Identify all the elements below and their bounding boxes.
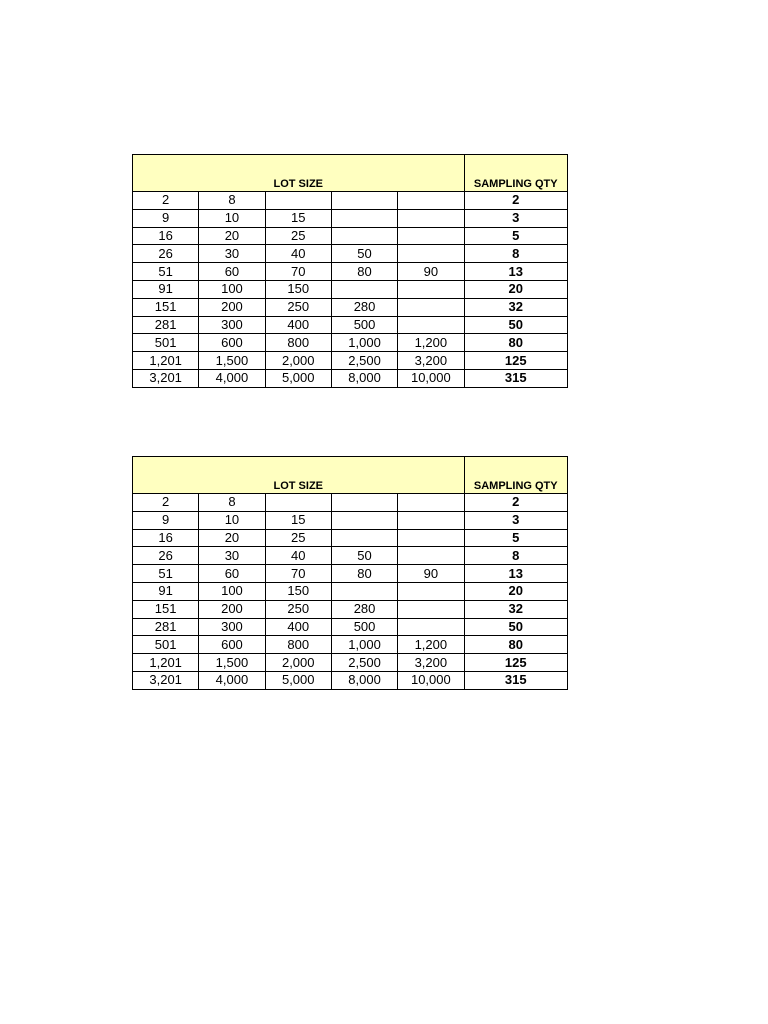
lot-size-cell — [398, 582, 464, 600]
lot-size-cell: 26 — [133, 245, 199, 263]
lot-size-cell: 200 — [199, 600, 265, 618]
lot-size-cell: 1,500 — [199, 654, 265, 672]
lot-size-cell — [398, 192, 464, 210]
lot-size-cell: 2,000 — [265, 352, 331, 370]
lot-size-cell: 200 — [199, 298, 265, 316]
lot-size-cell: 51 — [133, 565, 199, 583]
lot-size-cell: 151 — [133, 298, 199, 316]
lot-size-cell — [398, 227, 464, 245]
lot-size-cell: 3,201 — [133, 671, 199, 689]
lot-size-cell — [331, 280, 397, 298]
sampling-qty-cell: 32 — [464, 298, 567, 316]
lot-size-cell: 3,200 — [398, 654, 464, 672]
lot-size-cell: 800 — [265, 334, 331, 352]
sampling-qty-cell: 80 — [464, 636, 567, 654]
lot-size-cell: 400 — [265, 316, 331, 334]
lot-size-cell: 500 — [331, 316, 397, 334]
table-row — [133, 192, 568, 210]
sampling-qty-cell: 8 — [464, 245, 567, 263]
sampling-qty-cell: 5 — [464, 227, 567, 245]
lot-size-cell: 15 — [265, 511, 331, 529]
lot-size-cell: 90 — [398, 565, 464, 583]
lot-size-cell: 300 — [199, 618, 265, 636]
lot-size-cell: 5,000 — [265, 369, 331, 387]
table-row — [133, 280, 568, 298]
lot-size-cell: 2,500 — [331, 352, 397, 370]
lot-size-cell — [398, 245, 464, 263]
lot-size-cell: 10 — [199, 209, 265, 227]
lot-size-cell: 100 — [199, 280, 265, 298]
lot-size-header: LOT SIZE — [133, 155, 465, 192]
table-row — [133, 511, 568, 529]
table-row — [133, 227, 568, 245]
table-row — [133, 334, 568, 352]
sampling-qty-cell: 20 — [464, 582, 567, 600]
lot-size-cell: 50 — [331, 547, 397, 565]
lot-size-cell: 70 — [265, 263, 331, 281]
lot-size-cell: 20 — [199, 529, 265, 547]
lot-size-cell: 1,000 — [331, 334, 397, 352]
sampling-qty-cell: 3 — [464, 511, 567, 529]
lot-size-cell: 151 — [133, 600, 199, 618]
lot-size-cell — [331, 582, 397, 600]
lot-size-cell: 80 — [331, 263, 397, 281]
table-row — [133, 582, 568, 600]
lot-size-cell: 1,500 — [199, 352, 265, 370]
lot-size-cell: 2 — [133, 494, 199, 512]
lot-size-cell — [398, 618, 464, 636]
sampling-qty-cell: 50 — [464, 618, 567, 636]
lot-size-cell — [398, 494, 464, 512]
lot-size-cell — [398, 298, 464, 316]
lot-size-cell: 281 — [133, 316, 199, 334]
lot-size-cell: 16 — [133, 227, 199, 245]
lot-size-cell: 100 — [199, 582, 265, 600]
lot-size-cell: 600 — [199, 334, 265, 352]
lot-size-cell — [398, 547, 464, 565]
sampling-qty-cell: 5 — [464, 529, 567, 547]
lot-size-cell: 91 — [133, 582, 199, 600]
sampling-table-1 — [132, 154, 568, 388]
sampling-qty-cell: 2 — [464, 192, 567, 210]
lot-size-cell: 400 — [265, 618, 331, 636]
lot-size-cell: 2,000 — [265, 654, 331, 672]
sampling-qty-cell: 8 — [464, 547, 567, 565]
lot-size-cell: 5,000 — [265, 671, 331, 689]
lot-size-cell: 2,500 — [331, 654, 397, 672]
table-row — [133, 298, 568, 316]
lot-size-cell: 50 — [331, 245, 397, 263]
table-row — [133, 671, 568, 689]
lot-size-cell: 20 — [199, 227, 265, 245]
table-row — [133, 565, 568, 583]
table-row — [133, 654, 568, 672]
lot-size-cell: 8,000 — [331, 369, 397, 387]
table-header-row — [133, 457, 568, 494]
sampling-table-2 — [132, 456, 568, 690]
sampling-qty-cell: 20 — [464, 280, 567, 298]
lot-size-cell: 280 — [331, 600, 397, 618]
lot-size-cell — [398, 209, 464, 227]
lot-size-cell — [398, 280, 464, 298]
lot-size-cell — [331, 511, 397, 529]
table-row — [133, 263, 568, 281]
sampling-qty-header: SAMPLING QTY — [464, 155, 567, 192]
lot-size-cell: 1,000 — [331, 636, 397, 654]
table-row — [133, 636, 568, 654]
lot-size-cell: 80 — [331, 565, 397, 583]
table-header-row — [133, 155, 568, 192]
lot-size-cell: 2 — [133, 192, 199, 210]
lot-size-cell: 150 — [265, 582, 331, 600]
lot-size-cell: 501 — [133, 334, 199, 352]
table-row — [133, 209, 568, 227]
lot-size-cell: 280 — [331, 298, 397, 316]
lot-size-cell: 16 — [133, 529, 199, 547]
lot-size-cell: 10 — [199, 511, 265, 529]
table-row — [133, 369, 568, 387]
lot-size-cell — [398, 316, 464, 334]
sampling-qty-cell: 315 — [464, 671, 567, 689]
lot-size-cell: 60 — [199, 263, 265, 281]
lot-size-cell: 40 — [265, 547, 331, 565]
lot-size-cell: 91 — [133, 280, 199, 298]
sampling-qty-cell: 125 — [464, 352, 567, 370]
lot-size-cell: 1,200 — [398, 636, 464, 654]
table-row — [133, 494, 568, 512]
sampling-qty-cell: 315 — [464, 369, 567, 387]
lot-size-cell: 1,201 — [133, 352, 199, 370]
lot-size-cell: 300 — [199, 316, 265, 334]
lot-size-cell — [331, 192, 397, 210]
lot-size-cell: 60 — [199, 565, 265, 583]
lot-size-cell: 40 — [265, 245, 331, 263]
lot-size-cell: 1,200 — [398, 334, 464, 352]
sampling-qty-cell: 2 — [464, 494, 567, 512]
lot-size-header: LOT SIZE — [133, 457, 465, 494]
sampling-qty-cell: 13 — [464, 263, 567, 281]
lot-size-cell — [398, 511, 464, 529]
lot-size-cell: 281 — [133, 618, 199, 636]
lot-size-cell — [331, 494, 397, 512]
lot-size-cell: 26 — [133, 547, 199, 565]
lot-size-cell: 1,201 — [133, 654, 199, 672]
lot-size-cell: 25 — [265, 227, 331, 245]
lot-size-cell: 9 — [133, 511, 199, 529]
lot-size-cell: 8 — [199, 494, 265, 512]
lot-size-cell: 8 — [199, 192, 265, 210]
lot-size-cell: 8,000 — [331, 671, 397, 689]
lot-size-cell: 501 — [133, 636, 199, 654]
table-row — [133, 547, 568, 565]
lot-size-cell: 70 — [265, 565, 331, 583]
table-row — [133, 316, 568, 334]
lot-size-cell — [398, 529, 464, 547]
sampling-qty-cell: 13 — [464, 565, 567, 583]
sampling-qty-cell: 125 — [464, 654, 567, 672]
lot-size-cell — [265, 494, 331, 512]
lot-size-cell: 3,200 — [398, 352, 464, 370]
lot-size-cell: 9 — [133, 209, 199, 227]
sampling-qty-cell: 32 — [464, 600, 567, 618]
lot-size-cell: 15 — [265, 209, 331, 227]
sampling-qty-cell: 50 — [464, 316, 567, 334]
lot-size-cell — [331, 227, 397, 245]
lot-size-cell: 500 — [331, 618, 397, 636]
lot-size-cell: 90 — [398, 263, 464, 281]
lot-size-cell — [331, 529, 397, 547]
lot-size-cell: 51 — [133, 263, 199, 281]
sampling-qty-cell: 3 — [464, 209, 567, 227]
lot-size-cell: 4,000 — [199, 671, 265, 689]
lot-size-cell: 250 — [265, 298, 331, 316]
lot-size-cell: 150 — [265, 280, 331, 298]
lot-size-cell: 10,000 — [398, 671, 464, 689]
table-row — [133, 352, 568, 370]
table-row — [133, 618, 568, 636]
table-row — [133, 600, 568, 618]
lot-size-cell — [265, 192, 331, 210]
table-row — [133, 245, 568, 263]
lot-size-cell: 600 — [199, 636, 265, 654]
lot-size-cell: 800 — [265, 636, 331, 654]
lot-size-cell: 30 — [199, 547, 265, 565]
lot-size-cell: 4,000 — [199, 369, 265, 387]
sampling-qty-cell: 80 — [464, 334, 567, 352]
lot-size-cell: 25 — [265, 529, 331, 547]
lot-size-cell — [398, 600, 464, 618]
lot-size-cell: 250 — [265, 600, 331, 618]
table-row — [133, 529, 568, 547]
lot-size-cell: 10,000 — [398, 369, 464, 387]
lot-size-cell — [331, 209, 397, 227]
sampling-qty-header: SAMPLING QTY — [464, 457, 567, 494]
lot-size-cell: 3,201 — [133, 369, 199, 387]
lot-size-cell: 30 — [199, 245, 265, 263]
